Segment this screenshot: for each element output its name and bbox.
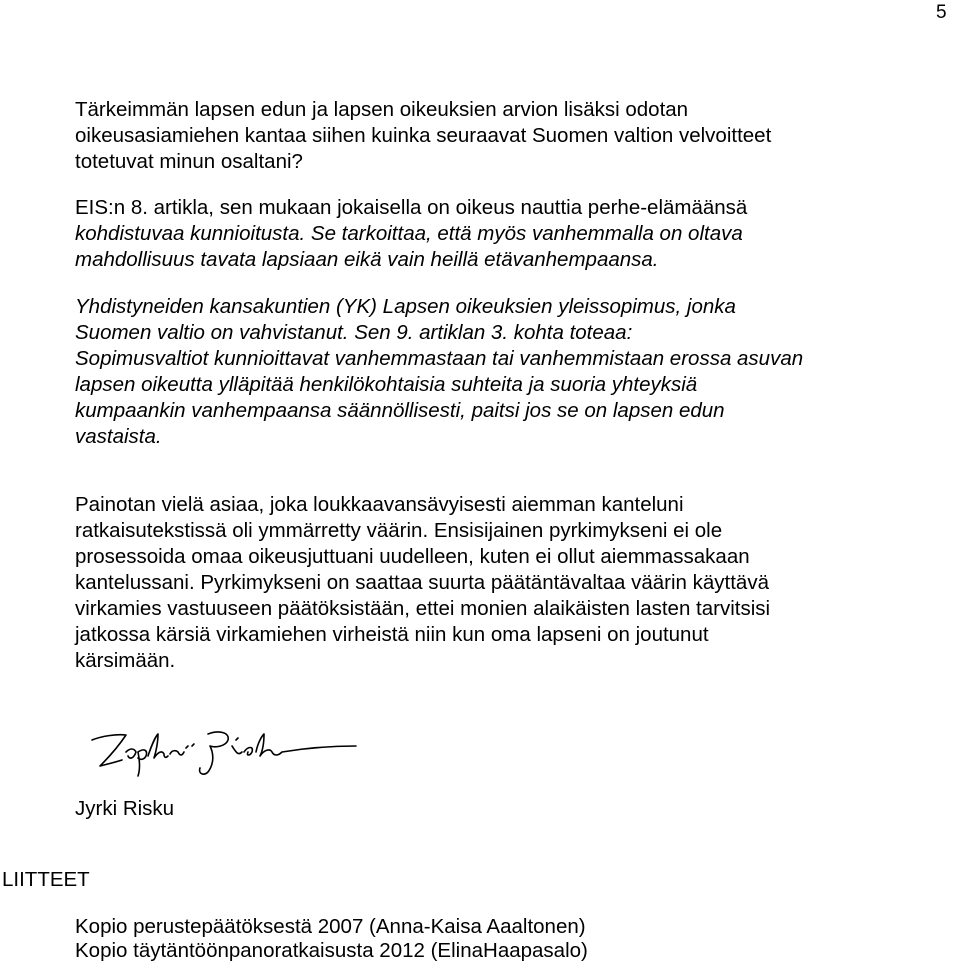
- text-line: jatkossa kärsiä virkamiehen virheistä niin kun oma lapseni on joutunut: [75, 623, 709, 646]
- text-line: Sopimusvaltiot kunnioittavat vanhemmastaan tai vanhemmistaan erossa asuvan: [75, 347, 804, 370]
- text-line: kantelussani. Pyrkimykseni on saattaa suurta päätäntävaltaa väärin käyttävä: [75, 571, 769, 594]
- attachments-list: [75, 915, 588, 963]
- text-line: virkamies vastuuseen päätöksistään, ettei monien alaikäisten lasten tarvitsisi: [75, 597, 771, 620]
- attachments-heading: LIITTEET: [2, 868, 90, 891]
- intro-paragraph: [75, 97, 955, 175]
- text-line: mahdollisuus tavata lapsiaan eikä vain heillä etävanhempaansa.: [75, 248, 659, 271]
- text-line: Painotan vielä asiaa, joka loukkaavansävyisesti aiemman kanteluni: [75, 493, 684, 516]
- text-line: Yhdistyneiden kansakuntien (YK) Lapsen oikeuksien yleissopimus, jonka: [75, 295, 736, 318]
- text-line: Tärkeimmän lapsen edun ja lapsen oikeuksien arvion lisäksi odotan: [75, 98, 689, 121]
- closing-paragraph: [75, 492, 955, 674]
- text-line: kohdistuvaa kunnioitusta. Se tarkoittaa, että myös vanhemmalla on oltava: [75, 222, 743, 245]
- handwritten-signature: [86, 722, 366, 780]
- text-line: totetuvat minun osaltani?: [75, 150, 303, 173]
- list-item: Kopio täytäntöönpanoratkaisusta 2012 (ElinaHaapasalo): [75, 939, 588, 962]
- text-line: EIS:n 8. artikla, sen mukaan jokaisella on oikeus nauttia perhe-elämäänsä: [75, 196, 748, 219]
- page-number: 5: [936, 2, 947, 23]
- text-line: vastaista.: [75, 425, 162, 448]
- eis-paragraph: [75, 195, 955, 273]
- list-item: Kopio perustepäätöksestä 2007 (Anna-Kaisa Aaaltonen): [75, 915, 586, 938]
- text-line: lapsen oikeutta ylläpitää henkilökohtaisia suhteita ja suoria yhteyksiä: [75, 373, 698, 396]
- text-line: oikeusasiamiehen kantaa siihen kuinka seuraavat Suomen valtion velvoitteet: [75, 124, 772, 147]
- text-line: kumpaankin vanhempaansa säännöllisesti, paitsi jos se on lapsen edun: [75, 399, 725, 422]
- yk-paragraph: [75, 294, 955, 450]
- signature-drawing: [86, 722, 366, 780]
- text-line: prosessoida omaa oikeusjuttuani uudelleen, kuten ei ollut aiemmassakaan: [75, 545, 750, 568]
- text-line: kärsimään.: [75, 649, 176, 672]
- text-line: Suomen valtio on vahvistanut. Sen 9. artiklan 3. kohta toteaa:: [75, 321, 633, 344]
- text-line: ratkaisutekstissä oli ymmärretty väärin. Ensisijainen pyrkimykseni ei ole: [75, 519, 723, 542]
- signer-name: Jyrki Risku: [75, 797, 175, 820]
